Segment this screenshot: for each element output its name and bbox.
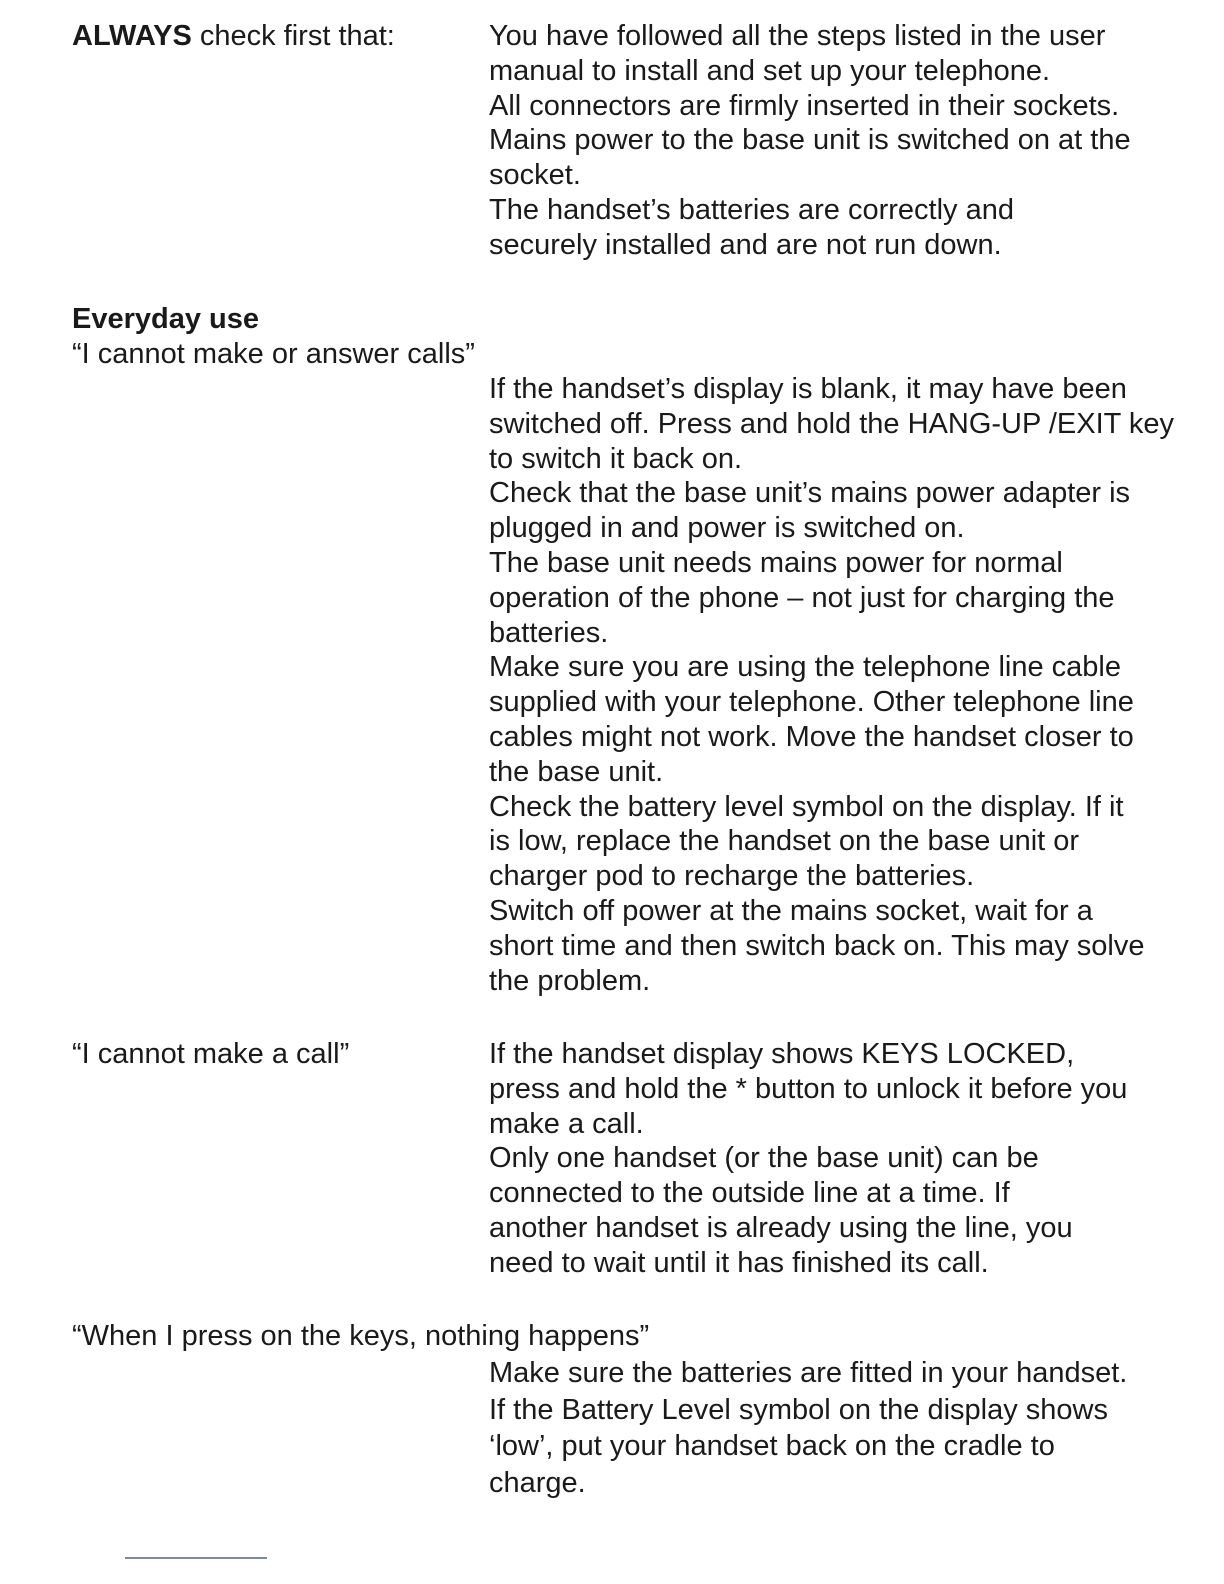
problem-title: “I cannot make a call” (72, 1038, 350, 1070)
problem-title: “When I press on the keys, nothing happens” (72, 1320, 650, 1352)
problem-title: “I cannot make or answer calls” (72, 338, 475, 370)
always-check-list (489, 19, 1169, 263)
solution-item: If the handset’s display is blank, it may have been switched off. Press and hold the HANG-UP /EXIT key to switch it back on. (489, 373, 1175, 475)
solution-item: The base unit needs mains power for normal operation of the phone – not just for charging the batteries. (489, 546, 1115, 649)
always-item: All connectors are firmly inserted in their sockets. (489, 89, 1120, 122)
problem-solutions (489, 1037, 1129, 1281)
always-label-rest: check first that: (191, 20, 395, 52)
problem-solutions (489, 1355, 1129, 1501)
solution-item: Make sure the batteries are fitted in your handset. If the Battery Level symbol on the display shows ‘low’, put your handset back on the cradle to charge. (489, 1357, 1128, 1499)
solution-item: Only one handset (or the base unit) can be connected to the outside line at a time. If another handset is already using the line, you need to wait until it has finished its call. (489, 1142, 1073, 1279)
always-label-bold: ALWAYS (72, 20, 192, 52)
section-heading: Everyday use (72, 303, 260, 335)
solution-item: Check the battery level symbol on the display. If it is low, replace the handset on the base unit or charger pod to recharge the batteries. (489, 790, 1124, 893)
footnote-rule (125, 1557, 267, 1559)
solution-item: Switch off power at the mains socket, wait for a short time and then switch back on. This may solve the problem. (489, 894, 1145, 997)
always-item: You have followed all the steps listed in the user manual to install and set up your telephone. (489, 20, 1106, 87)
always-item: The handset’s batteries are correctly and securely installed and are not run down. (489, 193, 1014, 261)
solution-item: Check that the base unit’s mains power adapter is plugged in and power is switched on. (489, 477, 1131, 545)
solution-item: If the handset display shows KEYS LOCKED, press and hold the * button to unlock it before you make a call. (489, 1038, 1128, 1140)
solution-item: Make sure you are using the telephone line cable supplied with your telephone. Other telephone line cables might not work. Move the handset closer to the base unit. (489, 651, 1134, 788)
problem-solutions (489, 372, 1179, 998)
always-check-label (72, 19, 395, 54)
always-item: Mains power to the base unit is switched on at the socket. (489, 124, 1131, 192)
